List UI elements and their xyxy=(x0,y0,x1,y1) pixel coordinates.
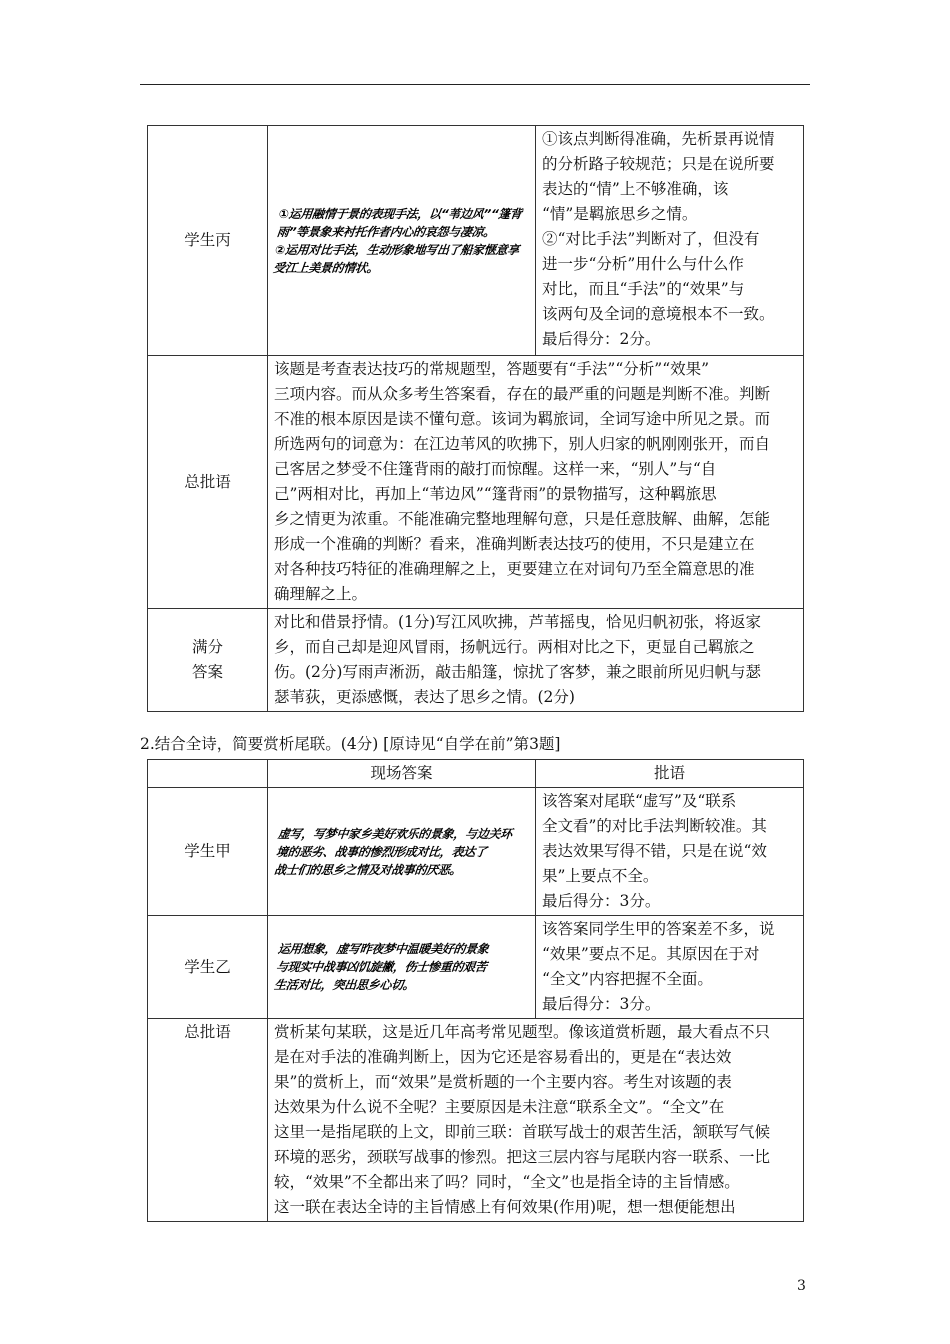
summary-line: 达效果为什么说不全呢？主要原因是未注意“联系全文”。“全文”在 xyxy=(274,1098,725,1116)
summary-line: 不准的根本原因是读不懂句意。该词为羁旅词，全词写途中所见之景。而 xyxy=(274,410,771,428)
summary-comment xyxy=(268,356,804,609)
row-label: 总批语 xyxy=(148,1019,268,1222)
answer-line: 乡，而自己却是迎风冒雨，扬帆远行。两相对比之下，更显自己羁旅之 xyxy=(274,638,755,656)
summary-line: 确理解之上。 xyxy=(274,585,368,603)
full-score-answer xyxy=(268,609,804,712)
row-label xyxy=(148,609,268,712)
row-label: 学生丙 xyxy=(148,126,268,356)
comment-line: 果”上要点不全。 xyxy=(542,867,659,885)
handwritten-line: 虚写，写梦中家乡美好欢乐的景象，与边关环 xyxy=(277,826,513,841)
handwritten-answer xyxy=(268,126,536,356)
table-row xyxy=(148,609,804,712)
summary-line: 该题是考查表达技巧的常规题型，答题要有“手法”“分析”“效果” xyxy=(274,360,710,378)
summary-line: 环境的恶劣，颈联写战事的惨烈。把这三层内容与尾联内容一联系、一比 xyxy=(274,1148,771,1166)
answer-review-table-1 xyxy=(147,125,804,712)
row-label: 学生甲 xyxy=(148,788,268,916)
table-row xyxy=(148,126,804,356)
summary-line: 是在对手法的准确判断上，因为它还是容易看出的，更是在“表达效 xyxy=(274,1048,732,1066)
table-row xyxy=(148,1019,804,1222)
comment-line: 该答案同学生甲的答案差不多，说 xyxy=(542,920,775,938)
teacher-comment xyxy=(536,788,804,916)
summary-line: 己”两相对比，再加上“苇边风”“篷背雨”的景物描写，这种羁旅思 xyxy=(274,485,717,503)
header-blank xyxy=(148,760,268,788)
row-label: 学生乙 xyxy=(148,916,268,1019)
table-row xyxy=(148,916,804,1019)
header-onsite-answer: 现场答案 xyxy=(268,760,536,788)
summary-line: 形成一个准确的判断？看来，准确判断表达技巧的使用，不只是建立在 xyxy=(274,535,755,553)
comment-line: 对比，而且“手法”的“效果”与 xyxy=(542,280,745,298)
summary-line: 果”的赏析上，而“效果”是赏析题的一个主要内容。考生对该题的表 xyxy=(274,1073,732,1091)
handwritten-line: ②运用对比手法，生动形象地写出了船家惬意享 xyxy=(274,242,520,257)
answer-line: 对比和借景抒情。(1分)写江风吹拂，芦苇摇曳，恰见归帆初张，将返家 xyxy=(274,613,761,631)
summary-line: 三项内容。而从众多考生答案看，存在的最严重的问题是判断不准。判断 xyxy=(274,385,771,403)
teacher-comment xyxy=(536,916,804,1019)
handwritten-line: 与现实中战事凶饥旋撇，伤士惨重的艰苦 xyxy=(275,960,488,974)
answer-line: 伤。(2分)写雨声淅沥，敲击船篷，惊扰了客梦，兼之眼前所见归帆与瑟 xyxy=(274,663,761,681)
summary-line: 这里一是指尾联的上文，即前三联：首联写战士的艰苦生活，颔联写气候 xyxy=(274,1123,771,1141)
table-row xyxy=(148,356,804,609)
comment-line: 最后得分：3分。 xyxy=(542,995,661,1013)
handwritten-line: ①运用融情于景的表现手法，以“苇边风”“篷背 xyxy=(278,206,523,221)
comment-line: 表达的“情”上不够准确，该 xyxy=(542,180,729,198)
question-2: 2.结合全诗，简要赏析尾联。(4分) [原诗见“自学在前”第3题] xyxy=(140,735,561,753)
comment-line: “效果”要点不足。其原因在于对 xyxy=(542,945,760,963)
comment-line: ②“对比手法”判断对了，但没有 xyxy=(542,230,760,248)
row-label-line: 答案 xyxy=(191,663,223,681)
comment-line: “全文”内容把握不全面。 xyxy=(542,970,713,988)
answer-line: 瑟苇荻，更添感慨，表达了思乡之情。(2分) xyxy=(274,688,575,706)
teacher-comment xyxy=(536,126,804,356)
handwritten-line: 雨”等景象来衬托作者内心的哀怨与凄凉。 xyxy=(276,224,496,239)
handwritten-answer xyxy=(268,788,536,916)
summary-line: 乡之情更为浓重。不能准确完整地理解句意，只是任意肢解、曲解，怎能 xyxy=(274,510,771,528)
comment-line: 该两句及全词的意境根本不一致。 xyxy=(542,305,775,323)
handwritten-line: 受江上美景的情状。 xyxy=(272,260,380,275)
handwritten-line: 生活对比，突出思乡心切。 xyxy=(273,978,416,992)
summary-line: 己客居之梦受不住篷背雨的敲打而惊醒。这样一来，“别人”与“自 xyxy=(274,460,717,478)
table-row xyxy=(148,788,804,916)
comment-line: “情”是羁旅思乡之情。 xyxy=(542,205,698,223)
handwritten-answer xyxy=(268,916,536,1019)
comment-line: ①该点判断得准确，先析景再说情 xyxy=(542,130,775,148)
comment-line: 表达效果写得不错，只是在说“效 xyxy=(542,842,767,860)
row-label-line: 满分 xyxy=(191,638,223,656)
header-comment: 批语 xyxy=(536,760,804,788)
summary-line: 赏析某句某联，这是近几年高考常见题型。像该道赏析题，最大看点不只 xyxy=(274,1023,771,1041)
comment-line: 最后得分：3分。 xyxy=(542,892,661,910)
handwritten-line: 境的恶劣、战事的惨烈形成对比，表达了 xyxy=(275,844,488,859)
summary-line: 对各种技巧特征的准确理解之上，更要建立在对词句乃至全篇意思的准 xyxy=(274,560,755,578)
summary-comment xyxy=(268,1019,804,1222)
handwritten-line: 运用想象，虚写昨夜梦中温暖美好的景象 xyxy=(277,942,490,956)
row-label: 总批语 xyxy=(148,356,268,609)
header-rule xyxy=(140,84,810,85)
summary-line: 较，“效果”不全都出来了吗？同时，“全文”也是指全诗的主旨情感。 xyxy=(274,1173,740,1191)
comment-line: 进一步“分析”用什么与什么作 xyxy=(542,255,744,273)
handwritten-line: 战士们的思乡之情及对战事的厌恶。 xyxy=(273,862,463,877)
comment-line: 该答案对尾联“虚写”及“联系 xyxy=(542,792,737,810)
page-number: 3 xyxy=(797,1278,806,1294)
summary-line: 这一联在表达全诗的主旨情感上有何效果(作用)呢，想一想便能想出 xyxy=(274,1198,736,1216)
answer-review-table-2 xyxy=(147,759,804,1222)
summary-line: 所选两句的词意为：在江边苇风的吹拂下，别人归家的帆刚刚张开，而自 xyxy=(274,435,771,453)
comment-line: 全文看”的对比手法判断较准。其 xyxy=(542,817,767,835)
comment-line: 的分析路子较规范；只是在说所要 xyxy=(542,155,775,173)
comment-line: 最后得分：2分。 xyxy=(542,330,661,348)
table-header-row xyxy=(148,760,804,788)
